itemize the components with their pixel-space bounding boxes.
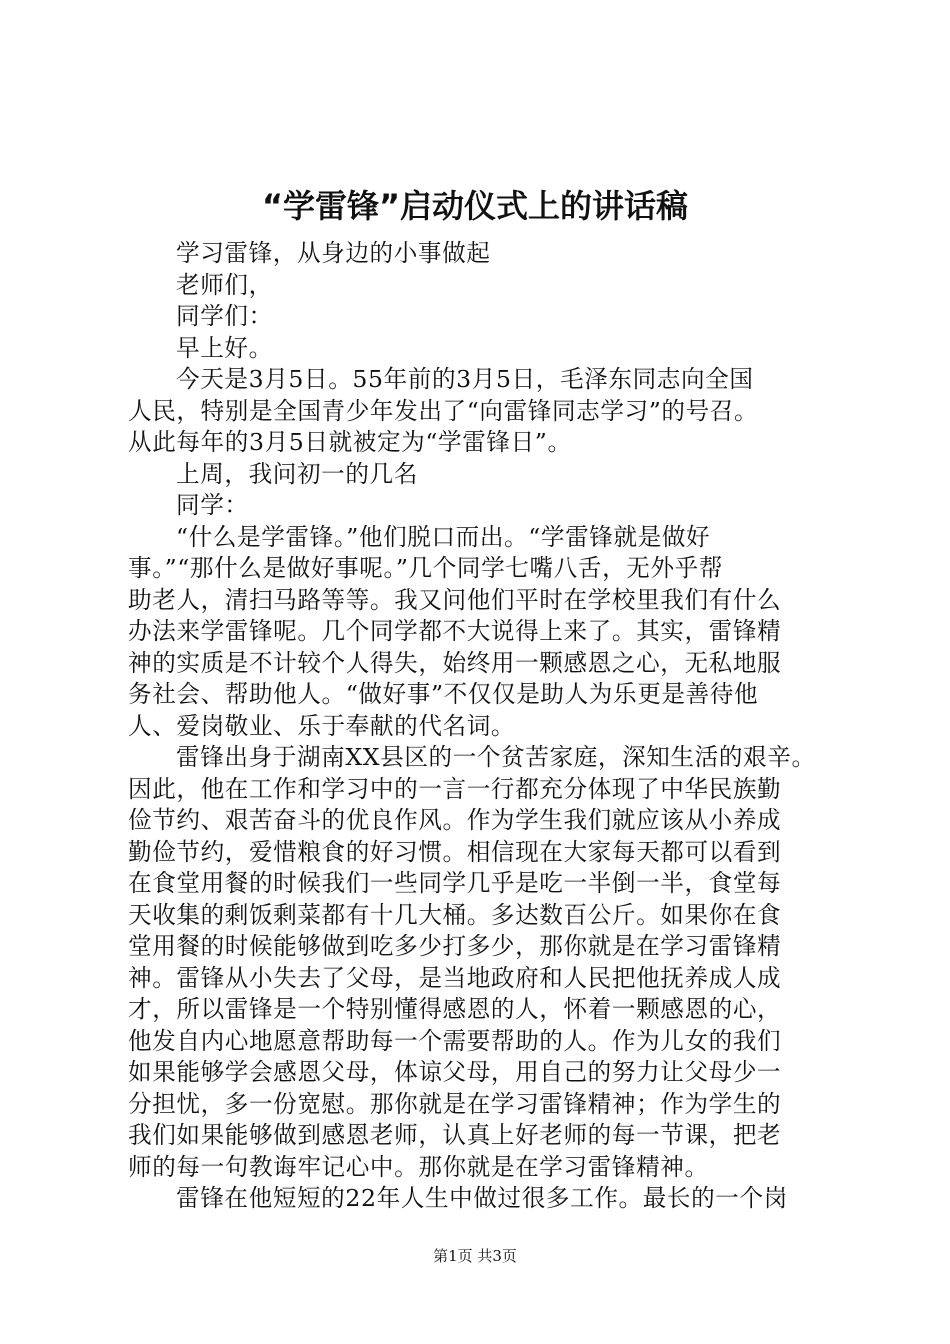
text-line: 俭节约、艰苦奋斗的优良作风。作为学生我们就应该从小养成 [128,806,782,834]
text-line: 他发自内心地愿意帮助每一个需要帮助的人。作为儿女的我们 [128,1026,782,1055]
text-line: 早上好。 [176,333,273,362]
text-line: 堂用餐的时候能够做到吃多少打多少，那你就是在学习雷锋精 [128,932,782,960]
text-line: 务社会、帮助他人。“做好事”不仅仅是助人为乐更是善待他 [128,680,759,708]
text-line: 人、爱岗敬业、乐于奉献的代名词。 [128,711,516,740]
text-line: 学习雷锋，从身边的小事做起 [176,239,491,267]
text-line: 老师们， [176,270,273,299]
text-line: 神的实质是不计较个人得失，始终用一颗感恩之心，无私地服 [128,648,782,677]
text-line: 事。”“那什么是做好事呢。”几个同学七嘴八舌，无外乎帮 [128,554,724,582]
text-line: 同学： [176,491,249,519]
text-line: 同学们： [176,302,273,330]
text-line: 分担忧，多一份宽慰。那你就是在学习雷锋精神；作为学生的 [128,1089,782,1118]
text-line: 我们如果能够做到感恩老师，认真上好老师的每一节课，把老 [128,1121,782,1149]
page-footer: 第1页 共3页 [433,1247,517,1265]
text-line: 勤俭节约，爱惜粮食的好习惯。相信现在大家每天都可以看到 [128,837,782,866]
document-title: “学雷锋”启动仪式上的讲话稿 [261,187,689,225]
text-line: 人民，特别是全国青少年发出了“向雷锋同志学习”的号召。 [128,396,759,425]
document-body [128,238,833,1215]
text-line: 从此每年的3月5日就被定为“学雷锋日”。 [128,428,572,456]
text-line: 如果能够学会感恩父母，体谅父母，用自己的努力让父母少一 [128,1058,782,1086]
text-line: 才，所以雷锋是一个特别懂得感恩的人，怀着一颗感恩的心， [128,995,782,1023]
text-line: 因此，他在工作和学习中的一言一行都充分体现了中华民族勤 [128,774,782,803]
text-line: 神。雷锋从小失去了父母，是当地政府和人民把他抚养成人成 [128,963,782,992]
text-line: 雷锋出身于湖南XX县区的一个贫苦家庭，深知生活的艰辛。 [176,743,816,771]
text-line: “什么是学雷锋。”他们脱口而出。“学雷锋就是做好 [176,522,711,551]
text-line: 在食堂用餐的时候我们一些同学几乎是吃一半倒一半，食堂每 [128,869,782,897]
text-line: 师的每一句教诲牢记心中。那你就是在学习雷锋精神。 [128,1152,709,1181]
text-line: 天收集的剩饭剩菜都有十几大桶。多达数百公斤。如果你在食 [128,900,782,929]
text-line: 今天是3月5日。55年前的3月5日，毛泽东同志向全国 [176,365,754,393]
text-line: 雷锋在他短短的22年人生中做过很多工作。最长的一个岗 [176,1184,788,1212]
text-line: 办法来学雷锋呢。几个同学都不大说得上来了。其实，雷锋精 [128,617,782,645]
text-line: 助老人，清扫马路等等。我又问他们平时在学校里我们有什么 [128,585,782,614]
text-line: 上周，我问初一的几名 [176,459,418,488]
